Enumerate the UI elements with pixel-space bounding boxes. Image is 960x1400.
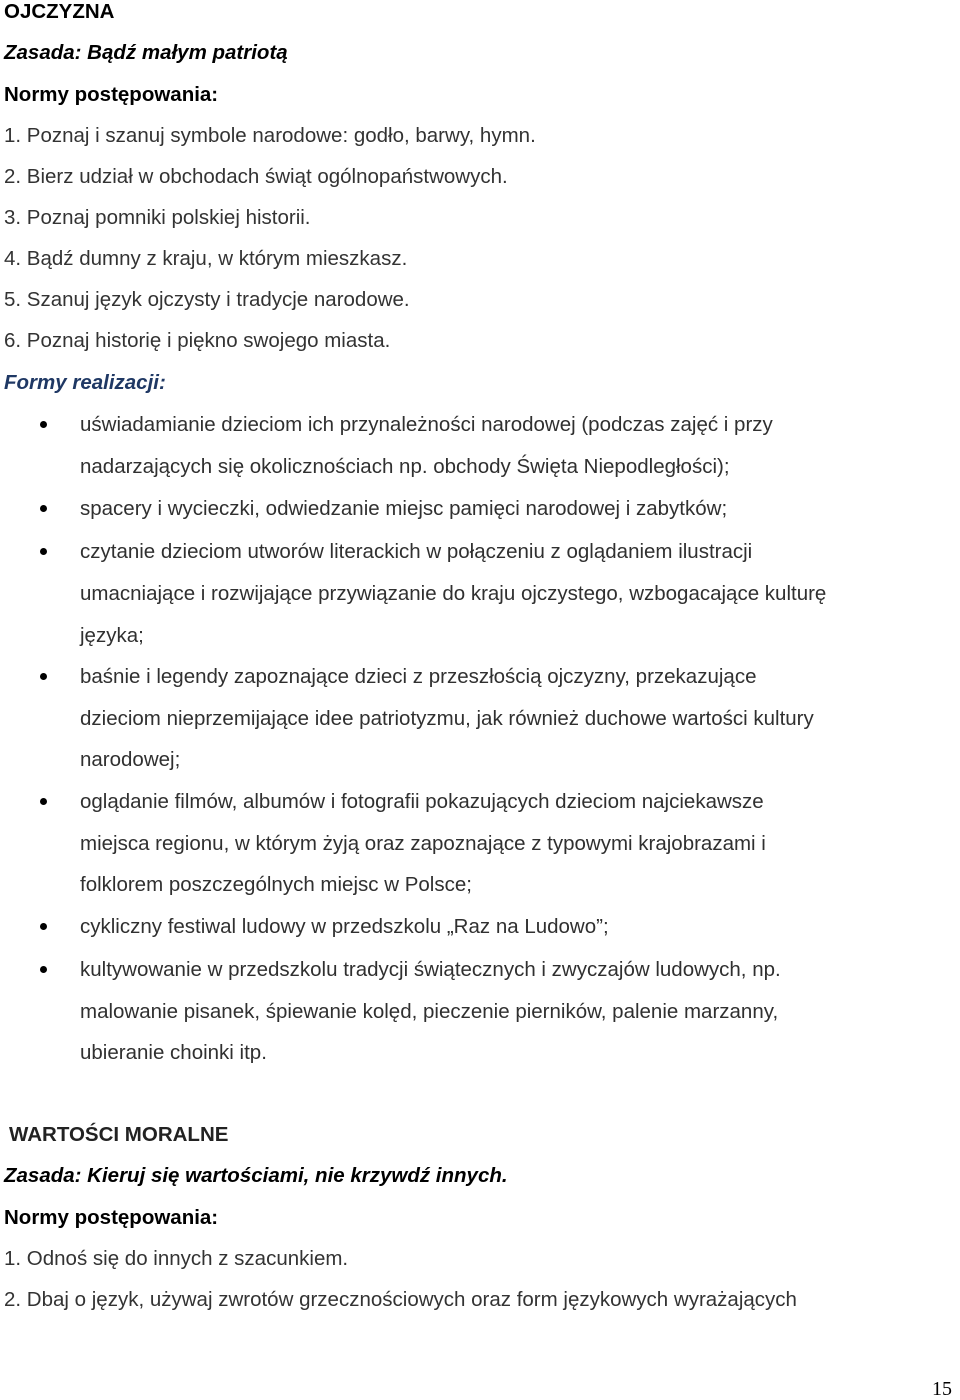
forms-heading: Formy realizacji: — [4, 371, 166, 394]
form-item-line: kultywowanie w przedszkolu tradycji świątecznych i zwyczajów ludowych, np. — [80, 958, 781, 981]
norms-heading: Normy postępowania: — [4, 1206, 219, 1229]
bullet-icon — [40, 923, 47, 930]
form-item-line: języka; — [80, 624, 144, 647]
bullet-icon — [40, 798, 47, 805]
norms-heading: Normy postępowania: — [4, 83, 219, 106]
form-item-line: nadarzających się okolicznościach np. obchody Święta Niepodległości); — [80, 455, 730, 478]
form-item-line: baśnie i legendy zapoznające dzieci z przeszłością ojczyzny, przekazujące — [80, 665, 757, 688]
section-rule: Zasada: Bądź małym patriotą — [4, 41, 288, 64]
page-number: 15 — [932, 1378, 952, 1400]
norm-item: 3. Poznaj pomniki polskiej historii. — [4, 206, 311, 229]
form-item-line: ubieranie choinki itp. — [80, 1041, 267, 1064]
norm-item: 1. Odnoś się do innych z szacunkiem. — [4, 1247, 349, 1270]
section-title-ojczyzna: OJCZYZNA — [4, 0, 115, 23]
norm-item: 5. Szanuj język ojczysty i tradycje narodowe. — [4, 288, 410, 311]
form-item-line: narodowej; — [80, 748, 181, 771]
bullet-icon — [40, 505, 47, 512]
form-item-line: malowanie pisanek, śpiewanie kolęd, pieczenie pierników, palenie marzanny, — [80, 1000, 779, 1023]
form-item-line: uświadamianie dzieciom ich przynależności narodowej (podczas zajęć i przy — [80, 413, 773, 436]
form-item-line: cykliczny festiwal ludowy w przedszkolu „Raz na Ludowo”; — [80, 915, 609, 938]
form-item-line: folklorem poszczególnych miejsc w Polsce; — [80, 873, 472, 896]
form-item-line: miejsca regionu, w którym żyją oraz zapoznające z typowymi krajobrazami i — [80, 832, 766, 855]
norm-item: 2. Bierz udział w obchodach świąt ogólnopaństwowych. — [4, 165, 508, 188]
form-item-line: oglądanie filmów, albumów i fotografii pokazujących dzieciom najciekawsze — [80, 790, 764, 813]
bullet-icon — [40, 548, 47, 555]
form-item-line: czytanie dzieciom utworów literackich w połączeniu z oglądaniem ilustracji — [80, 540, 753, 563]
norm-item: 2. Dbaj o język, używaj zwrotów grzecznościowych oraz form językowych wyrażających — [4, 1288, 797, 1311]
form-item-line: spacery i wycieczki, odwiedzanie miejsc pamięci narodowej i zabytków; — [80, 497, 728, 520]
bullet-icon — [40, 421, 47, 428]
bullet-icon — [40, 673, 47, 680]
section-title-wartosci: WARTOŚCI MORALNE — [9, 1123, 229, 1146]
form-item-line: umacniające i rozwijające przywiązanie do kraju ojczystego, wzbogacające kulturę — [80, 582, 827, 605]
norm-item: 1. Poznaj i szanuj symbole narodowe: godło, barwy, hymn. — [4, 124, 536, 147]
norm-item: 4. Bądź dumny z kraju, w którym mieszkasz. — [4, 247, 408, 270]
bullet-icon — [40, 966, 47, 973]
section-rule: Zasada: Kieruj się wartościami, nie krzywdź innych. — [4, 1164, 508, 1187]
form-item-line: dzieciom nieprzemijające idee patriotyzmu, jak również duchowe wartości kultury — [80, 707, 814, 730]
norm-item: 6. Poznaj historię i piękno swojego miasta. — [4, 329, 391, 352]
